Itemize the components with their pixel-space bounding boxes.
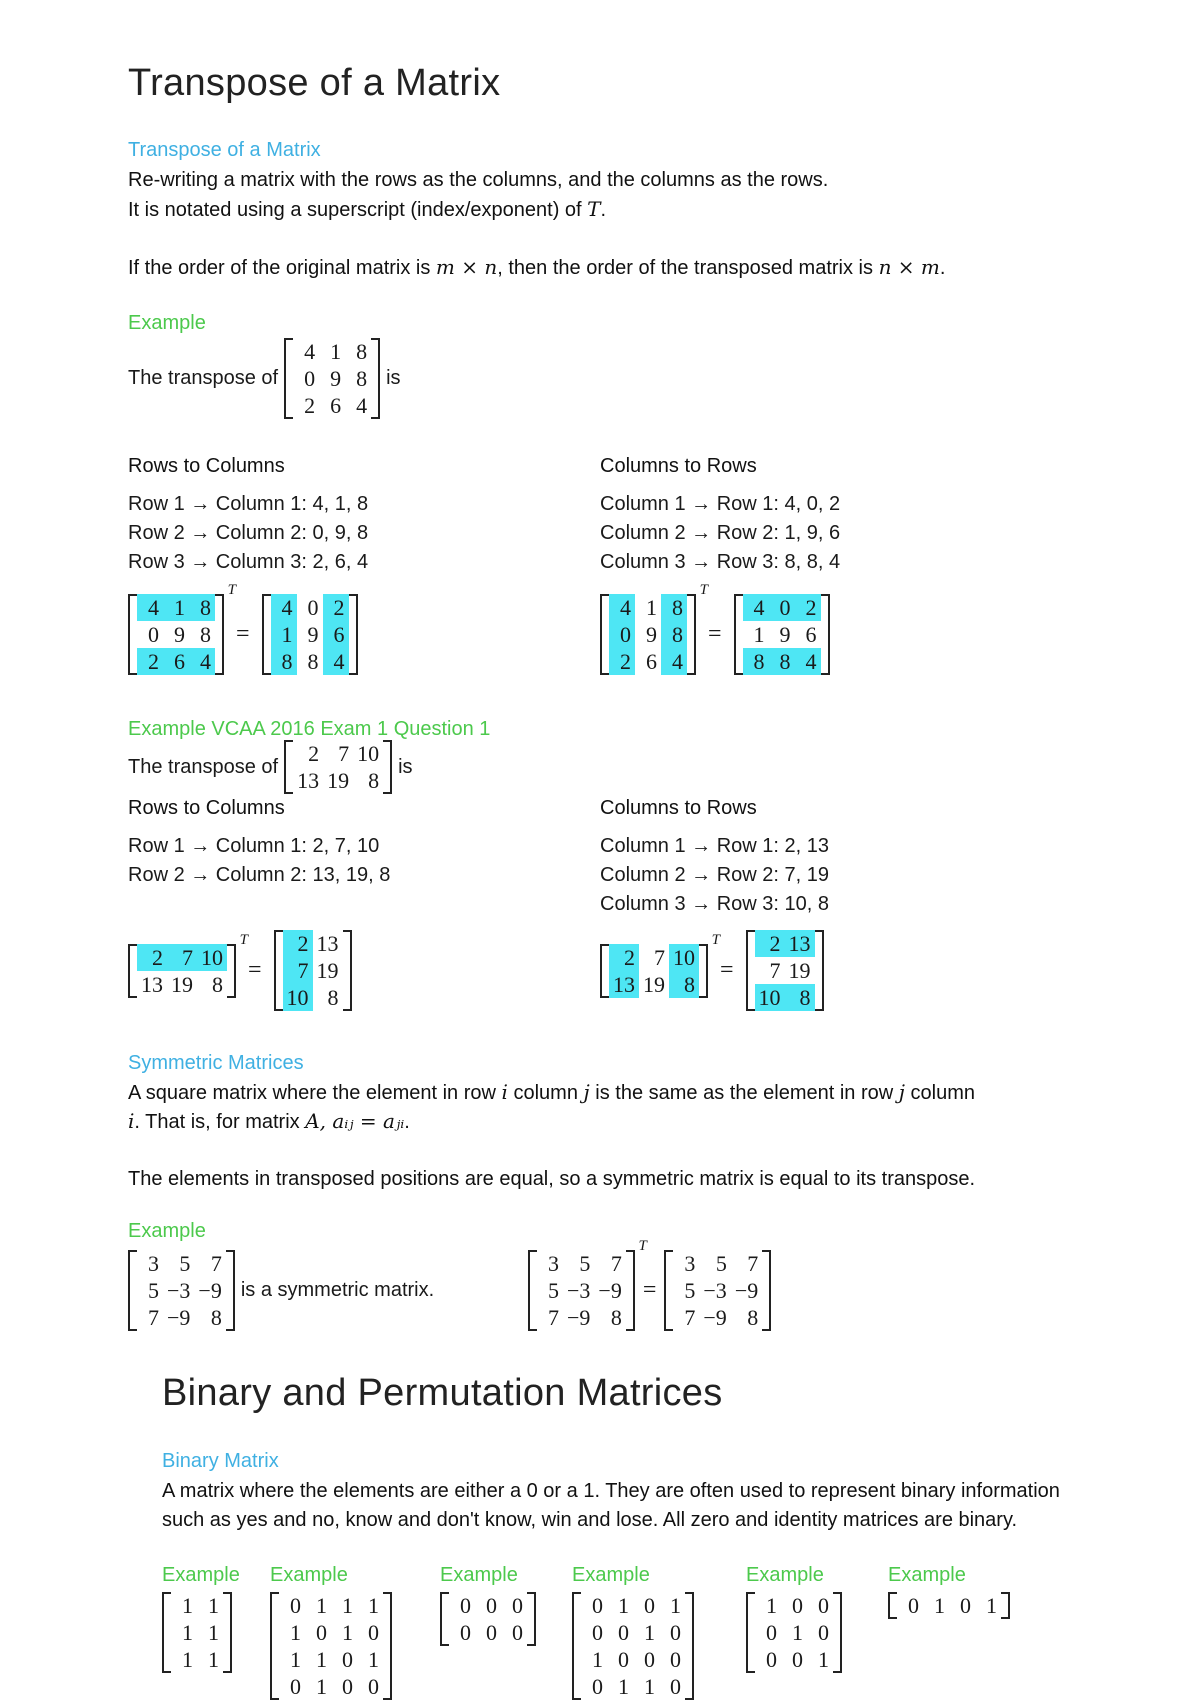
matrix-b <box>284 740 392 794</box>
matrix-cell: 1 <box>342 1620 353 1645</box>
left-bracket <box>270 1592 279 1700</box>
matrix-cell: 0 <box>460 1593 471 1618</box>
matrix-cell: 0 <box>792 1647 803 1672</box>
matrix-cell: 0 <box>592 1674 603 1699</box>
transpose-superscript: T <box>638 1238 647 1254</box>
rtc-step: Row 2 → Column 2: 13, 19, 8 <box>128 864 391 886</box>
matrix-cell: 0 <box>618 1647 629 1672</box>
matrix-brackets <box>284 740 392 794</box>
columns-to-rows-heading-2: Columns to Rows <box>600 797 757 819</box>
definition-line-2: It is notated using a superscript (index/exponent) of T. <box>128 197 607 221</box>
symmetric-matrix-transposed <box>528 1238 647 1331</box>
ctr-steps-2 <box>600 832 829 919</box>
matrix-cell: 0 <box>792 1593 803 1618</box>
matrix-cell: 13 <box>609 971 639 998</box>
matrix-cell: 0 <box>908 1593 919 1618</box>
matrix-cell: 7 <box>747 1251 759 1276</box>
matrix-cell: 2 <box>308 741 320 766</box>
matrix-brackets <box>572 1592 694 1700</box>
matrix-cell: 7 <box>148 1305 159 1330</box>
matrix-cell: 6 <box>163 648 189 675</box>
matrix-cell: 9 <box>307 622 319 647</box>
ctr-step: Column 1 → Row 1: 2, 13 <box>600 835 829 857</box>
rtc-step: Row 1 → Column 1: 2, 7, 10 <box>128 835 380 857</box>
rtc-step: Row 3 → Column 3: 2, 6, 4 <box>128 551 369 573</box>
right-bracket <box>685 1592 694 1700</box>
ctr-step: Column 1 → Row 1: 4, 0, 2 <box>600 493 841 515</box>
matrix-cell: 7 <box>654 944 665 970</box>
matrix-cell: 1 <box>208 1647 219 1672</box>
matrix-cell: 0 <box>592 1593 603 1618</box>
matrix-cell: 0 <box>307 595 319 620</box>
left-bracket <box>128 1250 137 1331</box>
matrix-cell: 4 <box>323 648 349 675</box>
order-statement: If the order of the original matrix is m × n, then the order of the transposed matrix is n × m. <box>128 255 946 279</box>
left-bracket <box>888 1592 897 1619</box>
ctr-equation-2: 2 7 10 13 19 8 T = 2 13 7 19 10 8 <box>600 930 824 1011</box>
binary-example-label: Example <box>270 1564 348 1586</box>
matrix-cell: 10 <box>755 984 785 1011</box>
ctr-equation: 4 1 8 0 9 8 2 6 4 T = 4 0 2 1 9 6 8 8 4 <box>600 594 830 675</box>
rtc-step: Row 2 → Column 2: 0, 9, 8 <box>128 522 369 544</box>
binary-example-label: Example <box>572 1564 650 1586</box>
matrix-cell: 1 <box>646 595 657 620</box>
matrix-cell: 2 <box>304 393 316 418</box>
matrix-cell: 0 <box>290 1674 301 1699</box>
matrix-a-highlight-cols <box>600 582 708 675</box>
right-bracket <box>833 1592 842 1673</box>
matrix-cell: 3 <box>548 1251 559 1276</box>
matrix-brackets <box>734 594 830 675</box>
matrix-cell: 10 <box>197 944 227 971</box>
right-bracket <box>687 594 696 675</box>
matrix-cell: −9 <box>167 1305 191 1330</box>
left-bracket <box>262 594 271 675</box>
right-bracket <box>821 594 830 675</box>
matrix-cell: 2 <box>137 944 167 971</box>
matrix-a-highlight-rows <box>128 582 236 675</box>
matrix-cell: 1 <box>316 1647 327 1672</box>
binary-matrix-1 <box>162 1592 232 1673</box>
matrix-cell: 1 <box>644 1674 655 1699</box>
right-bracket <box>762 1250 771 1331</box>
matrix-a <box>284 338 380 419</box>
matrix-cell: −9 <box>598 1278 622 1303</box>
symmetric-subtitle: Symmetric Matrices <box>128 1052 304 1074</box>
right-bracket <box>1001 1592 1010 1619</box>
left-bracket <box>664 1250 673 1331</box>
left-bracket <box>572 1592 581 1700</box>
matrix-cell: 6 <box>323 621 349 648</box>
rows-to-columns-heading: Rows to Columns <box>128 455 285 477</box>
matrix-cell: 13 <box>316 931 339 956</box>
right-bracket <box>223 1592 232 1673</box>
matrix-cell: 8 <box>743 648 769 675</box>
matrix-cell: 1 <box>618 1593 629 1618</box>
matrix-cell: 0 <box>670 1674 681 1699</box>
matrix-at-highlight-cols <box>262 594 358 675</box>
matrix-cell: 0 <box>644 1593 655 1618</box>
matrix-cell: 2 <box>609 944 639 971</box>
matrix-cell: 8 <box>189 594 215 621</box>
matrix-cell: 4 <box>304 339 316 364</box>
matrix-brackets <box>128 582 236 675</box>
matrix-at-highlight-rows <box>734 594 830 675</box>
matrix-cell: 1 <box>368 1593 379 1618</box>
matrix-cell: 1 <box>182 1647 193 1672</box>
transpose-superscript: T <box>239 931 248 948</box>
matrix-cell: 8 <box>661 621 687 648</box>
matrix-brackets <box>664 1250 771 1331</box>
left-bracket <box>128 944 137 998</box>
matrix-b-highlight-rows <box>128 931 248 998</box>
right-bracket <box>226 1250 235 1331</box>
matrix-cell: 3 <box>684 1251 696 1276</box>
transpose-superscript: T <box>227 582 236 598</box>
matrix-cell: 7 <box>210 1251 222 1276</box>
matrix-brackets <box>162 1592 232 1673</box>
ctr-steps <box>600 490 840 577</box>
matrix-cell: 9 <box>330 366 342 391</box>
matrix-cell: 19 <box>788 958 811 983</box>
matrix-cell: 8 <box>327 985 339 1010</box>
matrix-cell: 8 <box>669 971 699 998</box>
right-bracket <box>527 1592 536 1646</box>
symmetric-line-3: The elements in transposed positions are equal, so a symmetric matrix is equal to its transpose. <box>128 1168 976 1190</box>
rtc-steps-2 <box>128 832 390 890</box>
symmetric-line-2: i. That is, for matrix A, aᵢⱼ = aⱼᵢ. <box>128 1109 410 1133</box>
matrix-cell: 8 <box>356 366 368 391</box>
matrix-cell: 0 <box>960 1593 971 1618</box>
matrix-cell: 7 <box>167 944 197 971</box>
matrix-cell: 6 <box>646 649 657 674</box>
matrix-cell: 8 <box>210 1305 222 1330</box>
matrix-cell: 0 <box>368 1674 379 1699</box>
symmetric-equation: 3 5 7 5 −3 −9 7 −9 8 T = 3 5 7 5 −3 −9 7 −9 8 <box>528 1250 771 1331</box>
left-bracket <box>528 1250 537 1331</box>
matrix-cell: 8 <box>200 622 211 647</box>
left-bracket <box>440 1592 449 1646</box>
matrix-brackets <box>528 1238 647 1331</box>
matrix-cell: 1 <box>342 1593 353 1618</box>
matrix-cell: −9 <box>567 1305 591 1330</box>
matrix-cell: 7 <box>283 957 313 984</box>
example-1-statement: The transpose of 4 1 8 0 9 8 2 6 4 is <box>128 339 401 418</box>
matrix-cell: 1 <box>330 339 342 364</box>
rtc-equation: 4 1 8 0 9 8 2 6 4 T = 4 0 2 1 9 6 8 8 4 <box>128 594 358 675</box>
matrix-cell: 7 <box>610 1251 622 1276</box>
matrix-cell: 8 <box>212 971 223 997</box>
matrix-cell: 0 <box>316 1620 327 1645</box>
matrix-cell: 5 <box>715 1251 727 1276</box>
matrix-brackets <box>746 930 824 1011</box>
matrix-cell: 7 <box>684 1305 696 1330</box>
right-bracket <box>343 930 352 1011</box>
matrix-cell: 10 <box>669 944 699 971</box>
matrix-cell: 1 <box>271 621 297 648</box>
left-bracket <box>600 944 609 998</box>
matrix-cell: 1 <box>670 1593 681 1618</box>
left-bracket <box>284 338 293 419</box>
matrix-cell: 9 <box>174 622 185 647</box>
matrix-cell: 5 <box>148 1278 159 1303</box>
matrix-cell: 13 <box>785 930 815 957</box>
definition-line-1: Re-writing a matrix with the rows as the columns, and the columns as the rows. <box>128 169 829 191</box>
matrix-cell: 2 <box>755 930 785 957</box>
section-subtitle: Transpose of a Matrix <box>128 139 321 161</box>
matrix-brackets <box>746 1592 842 1673</box>
binary-example-label: Example <box>440 1564 518 1586</box>
left-bracket <box>284 740 293 794</box>
matrix-cell: 8 <box>769 648 795 675</box>
matrix-brackets <box>128 931 248 998</box>
matrix-brackets <box>284 338 380 419</box>
matrix-cell: 19 <box>327 768 350 793</box>
matrix-cell: 1 <box>618 1674 629 1699</box>
matrix-cell: 10 <box>283 984 313 1011</box>
left-bracket <box>274 930 283 1011</box>
matrix-cell: 6 <box>330 393 342 418</box>
page-title: Transpose of a Matrix <box>128 62 501 104</box>
matrix-cell: 0 <box>368 1620 379 1645</box>
right-bracket <box>699 944 708 998</box>
binary-subtitle: Binary Matrix <box>162 1450 279 1472</box>
matrix-cell: 1 <box>208 1593 219 1618</box>
right-bracket <box>349 594 358 675</box>
matrix-cell: 7 <box>338 741 350 766</box>
matrix-brackets <box>262 594 358 675</box>
binary-matrix-4 <box>572 1592 694 1700</box>
matrix-cell: 0 <box>290 1593 301 1618</box>
matrix-brackets <box>128 1250 235 1331</box>
matrix-cell: 10 <box>357 741 380 766</box>
matrix-cell: 1 <box>766 1593 777 1618</box>
matrix-cell: 8 <box>356 339 368 364</box>
matrix-cell: 1 <box>316 1674 327 1699</box>
row-matrix <box>888 1592 1010 1619</box>
section-2-title: Binary and Permutation Matrices <box>162 1372 723 1414</box>
right-bracket <box>383 1592 392 1700</box>
matrix-cell: 0 <box>818 1620 829 1645</box>
matrix-cell: 0 <box>766 1620 777 1645</box>
matrix-cell: 19 <box>316 958 339 983</box>
matrix-cell: 8 <box>610 1305 622 1330</box>
matrix-cell: 1 <box>368 1647 379 1672</box>
rtc-equation-2: 2 7 10 13 19 8 T = 2 13 7 19 10 8 <box>128 930 352 1011</box>
matrix-cell: 1 <box>163 594 189 621</box>
matrix-brackets <box>274 930 352 1011</box>
matrix-cell: 9 <box>646 622 657 647</box>
matrix-brackets <box>888 1592 1010 1619</box>
matrix-cell: 2 <box>137 648 163 675</box>
matrix-cell: 4 <box>609 594 635 621</box>
matrix-cell: 4 <box>795 648 821 675</box>
ctr-step: Column 2 → Row 2: 7, 19 <box>600 864 829 886</box>
matrix-cell: 1 <box>644 1620 655 1645</box>
right-bracket <box>227 944 236 998</box>
matrix-cell: 0 <box>670 1620 681 1645</box>
symmetric-example-label: Example <box>128 1220 206 1242</box>
matrix-cell: 8 <box>785 984 815 1011</box>
left-bracket <box>600 594 609 675</box>
matrix-cell: 8 <box>747 1305 759 1330</box>
rows-to-columns-heading-2: Rows to Columns <box>128 797 285 819</box>
matrix-cell: 4 <box>661 648 687 675</box>
matrix-cell: 2 <box>323 594 349 621</box>
matrix-bt-highlight-cols <box>274 930 352 1011</box>
matrix-cell: 5 <box>548 1278 559 1303</box>
left-bracket <box>734 594 743 675</box>
right-bracket <box>383 740 392 794</box>
right-bracket <box>815 930 824 1011</box>
binary-example-label: Example <box>888 1564 966 1586</box>
matrix-cell: 4 <box>271 594 297 621</box>
ctr-step: Column 2 → Row 2: 1, 9, 6 <box>600 522 841 544</box>
matrix-cell: 0 <box>342 1647 353 1672</box>
matrix-brackets <box>440 1592 536 1646</box>
matrix-cell: 0 <box>486 1620 497 1645</box>
matrix-cell: 2 <box>609 648 635 675</box>
matrix-cell: 9 <box>779 622 791 647</box>
matrix-cell: −9 <box>198 1278 222 1303</box>
matrix-cell: 0 <box>304 366 316 391</box>
matrix-cell: 1 <box>753 622 765 647</box>
matrix-cell: 0 <box>609 621 635 648</box>
zero-matrix <box>440 1592 536 1646</box>
binary-example-label: Example <box>746 1564 824 1586</box>
matrix-cell: 1 <box>316 1593 327 1618</box>
example-label: Example <box>128 312 206 334</box>
matrix-cell: 0 <box>670 1647 681 1672</box>
matrix-cell: 0 <box>512 1593 523 1618</box>
example-2-statement: The transpose of 2 7 10 13 19 8 is <box>128 741 413 793</box>
matrix-cell: 13 <box>141 971 163 997</box>
matrix-cell: 8 <box>271 648 297 675</box>
matrix-cell: 1 <box>182 1593 193 1618</box>
matrix-cell: 0 <box>618 1620 629 1645</box>
matrix-cell: 4 <box>189 648 215 675</box>
left-bracket <box>746 1592 755 1673</box>
matrix-cell: 0 <box>766 1647 777 1672</box>
matrix-cell: 6 <box>805 622 817 647</box>
matrix-cell: 8 <box>307 649 319 674</box>
matrix-cell: 0 <box>512 1620 523 1645</box>
matrix-cell: 0 <box>486 1593 497 1618</box>
matrix-cell: 1 <box>792 1620 803 1645</box>
transpose-superscript: T <box>699 582 708 598</box>
matrix-cell: 19 <box>643 971 665 997</box>
matrix-cell: 0 <box>342 1674 353 1699</box>
matrix-cell: 2 <box>795 594 821 621</box>
binary-example-label: Example <box>162 1564 240 1586</box>
matrix-bt-highlight-rows <box>746 930 824 1011</box>
matrix-brackets <box>600 931 720 998</box>
ctr-step: Column 3 → Row 3: 8, 8, 4 <box>600 551 841 573</box>
symmetric-matrix-result <box>664 1250 771 1331</box>
matrix-cell: 1 <box>986 1593 997 1618</box>
right-bracket <box>626 1250 635 1331</box>
matrix-cell: 4 <box>137 594 163 621</box>
ctr-step: Column 3 → Row 3: 10, 8 <box>600 893 829 915</box>
matrix-brackets <box>270 1592 392 1700</box>
matrix-b-highlight-cols <box>600 931 720 998</box>
symmetric-line-1: A square matrix where the element in row i column j is the same as the element in row j column <box>128 1080 975 1104</box>
left-bracket <box>128 594 137 675</box>
right-bracket <box>215 594 224 675</box>
identity-matrix <box>746 1592 842 1673</box>
matrix-cell: 4 <box>743 594 769 621</box>
matrix-cell: 4 <box>356 393 368 418</box>
matrix-cell: 1 <box>290 1620 301 1645</box>
matrix-cell: 1 <box>934 1593 945 1618</box>
matrix-cell: 8 <box>368 768 380 793</box>
matrix-cell: −9 <box>734 1278 759 1303</box>
matrix-cell: 3 <box>148 1251 159 1276</box>
transpose-superscript: T <box>711 931 720 948</box>
symmetric-example: 3 5 7 5 −3 −9 7 −9 8 is a symmetric matrix. <box>128 1250 440 1331</box>
matrix-cell: 5 <box>684 1278 696 1303</box>
matrix-cell: −3 <box>567 1278 591 1303</box>
matrix-cell: 0 <box>769 594 795 621</box>
rtc-steps <box>128 490 368 577</box>
right-bracket <box>371 338 380 419</box>
matrix-cell: 0 <box>644 1647 655 1672</box>
matrix-cell: −3 <box>703 1278 727 1303</box>
matrix-cell: 1 <box>208 1620 219 1645</box>
matrix-cell: 0 <box>592 1620 603 1645</box>
matrix-cell: 0 <box>818 1593 829 1618</box>
matrix-cell: −9 <box>703 1305 727 1330</box>
matrix-cell: 0 <box>460 1620 471 1645</box>
matrix-cell: 1 <box>818 1647 829 1672</box>
rtc-step: Row 1 → Column 1: 4, 1, 8 <box>128 493 369 515</box>
matrix-cell: 5 <box>579 1251 591 1276</box>
binary-matrix-2 <box>270 1592 392 1700</box>
matrix-cell: 1 <box>290 1647 301 1672</box>
matrix-cell: 7 <box>769 958 781 983</box>
matrix-cell: −3 <box>167 1278 191 1303</box>
matrix-brackets <box>600 582 708 675</box>
matrix-cell: 19 <box>171 971 193 997</box>
binary-line-1: A matrix where the elements are either a 0 or a 1. They are often used to represent binary information <box>162 1480 1060 1502</box>
matrix-cell: 7 <box>548 1305 559 1330</box>
matrix-cell: 8 <box>661 594 687 621</box>
matrix-cell: 1 <box>182 1620 193 1645</box>
matrix-cell: 1 <box>592 1647 603 1672</box>
symmetric-matrix <box>128 1250 235 1331</box>
matrix-cell: 5 <box>179 1251 191 1276</box>
matrix-cell: 0 <box>148 622 159 647</box>
left-bracket <box>162 1592 171 1673</box>
matrix-cell: 2 <box>283 930 313 957</box>
example-2-label: Example VCAA 2016 Exam 1 Question 1 <box>128 718 491 740</box>
columns-to-rows-heading: Columns to Rows <box>600 455 757 477</box>
matrix-cell: 13 <box>297 768 320 793</box>
left-bracket <box>746 930 755 1011</box>
binary-line-2: such as yes and no, know and don't know, win and lose. All zero and identity matrices are binary. <box>162 1509 1018 1531</box>
